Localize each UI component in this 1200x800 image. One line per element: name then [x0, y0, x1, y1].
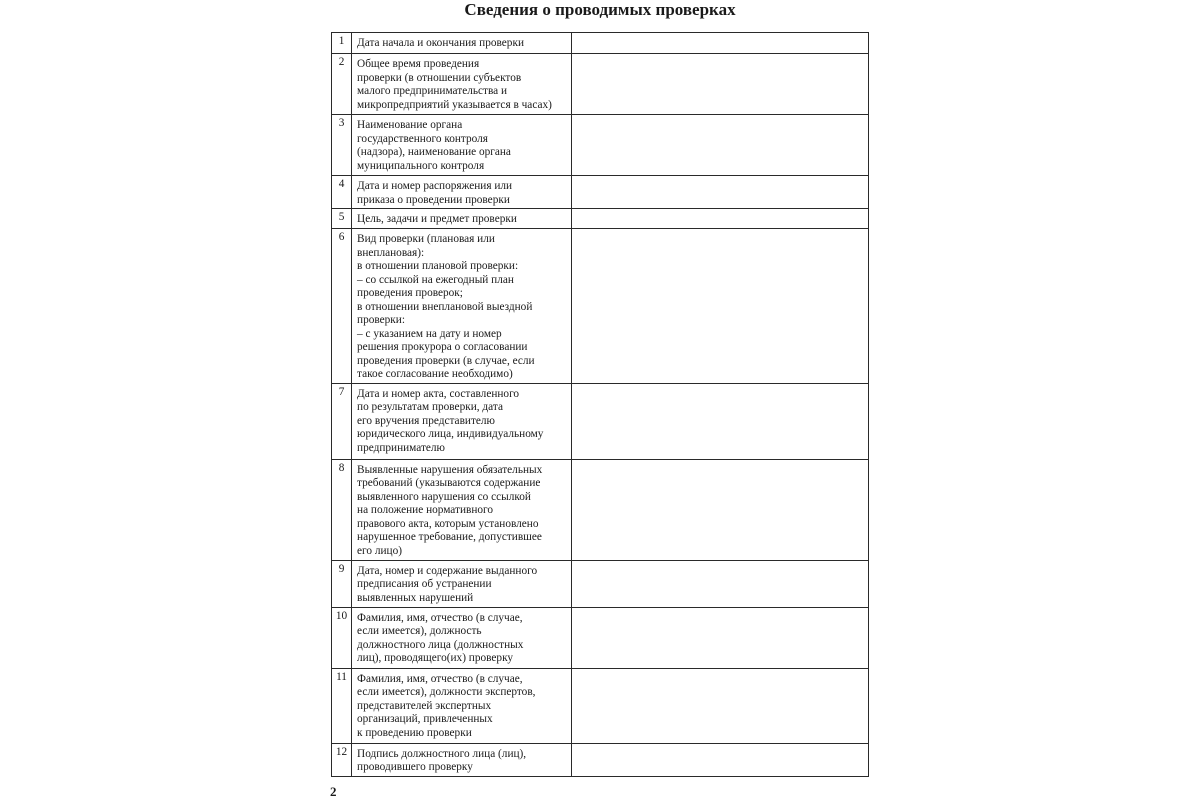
row-number: 12 [332, 743, 352, 776]
row-label: Цель, задачи и предмет проверки [357, 213, 517, 225]
inspection-register-table [331, 32, 869, 777]
table-row [332, 115, 869, 176]
row-label-cell [352, 209, 572, 229]
row-label: Вид проверки (плановая или внеплановая): в отношении плановой проверки: – со ссылкой на ежегодный план проведения проверок; в отношении внеплановой выездной проверки: – с указанием на дату и номер решения прокурора о согласовании проведения проверки (в случае, если такое согласование необходимо) [357, 233, 535, 380]
page-number: 2 [330, 784, 337, 799]
row-label-cell [352, 229, 572, 384]
row-number: 2 [332, 54, 352, 115]
row-label: Наименование органа государственного контроля (надзора), наименование органа муниципального контроля [357, 119, 511, 172]
value-cell[interactable] [572, 115, 869, 176]
row-number: 11 [332, 668, 352, 743]
table-row [332, 33, 869, 54]
row-label: Фамилия, имя, отчество (в случае, если имеется), должности экспертов, представителей экспертных организаций, привлеченных к проведению проверки [357, 672, 536, 739]
row-number: 3 [332, 115, 352, 176]
page-title: Сведения о проводимых проверках [464, 0, 736, 19]
row-label-cell [352, 176, 572, 209]
row-number: 7 [332, 383, 352, 459]
row-label: Дата начала и окончания проверки [357, 37, 524, 49]
row-label-cell [352, 743, 572, 776]
table-row [332, 209, 869, 229]
row-label-cell [352, 383, 572, 459]
value-cell[interactable] [572, 176, 869, 209]
value-cell[interactable] [572, 33, 869, 54]
value-cell[interactable] [572, 560, 869, 607]
row-label: Общее время проведения проверки (в отношении субъектов малого предпринимательства и микропредприятий указывается в часах) [357, 58, 552, 111]
row-label: Выявленные нарушения обязательных требований (указываются содержание выявленного нарушения со ссылкой на положение нормативного правового акта, которым установлено нарушенное требование, допустившее его лицо) [357, 463, 543, 557]
table-row [332, 459, 869, 560]
row-number: 5 [332, 209, 352, 229]
table-row [332, 607, 869, 668]
value-cell[interactable] [572, 743, 869, 776]
row-label-cell [352, 668, 572, 743]
row-number: 4 [332, 176, 352, 209]
value-cell[interactable] [572, 668, 869, 743]
table-row [332, 176, 869, 209]
row-number: 8 [332, 459, 352, 560]
value-cell[interactable] [572, 383, 869, 459]
table-row [332, 54, 869, 115]
table-row [332, 668, 869, 743]
table-row [332, 383, 869, 459]
row-label-cell [352, 115, 572, 176]
row-number: 6 [332, 229, 352, 384]
table-row [332, 229, 869, 384]
value-cell[interactable] [572, 459, 869, 560]
value-cell[interactable] [572, 209, 869, 229]
row-label-cell [352, 54, 572, 115]
row-label: Дата и номер акта, составленного по результатам проверки, дата его вручения представителю юридического лица, индивидуальному предпринимателю [357, 387, 544, 454]
row-number: 1 [332, 33, 352, 54]
row-label: Подпись должностного лица (лиц), проводившего проверку [357, 747, 527, 773]
row-label-cell [352, 33, 572, 54]
value-cell[interactable] [572, 229, 869, 384]
row-label-cell [352, 560, 572, 607]
row-number: 9 [332, 560, 352, 607]
table-row [332, 560, 869, 607]
row-label: Фамилия, имя, отчество (в случае, если имеется), должность должностного лица (должностных лиц), проводящего(их) проверку [357, 611, 524, 664]
row-label-cell [352, 459, 572, 560]
value-cell[interactable] [572, 54, 869, 115]
row-label-cell [352, 607, 572, 668]
table-row [332, 743, 869, 776]
row-number: 10 [332, 607, 352, 668]
row-label: Дата, номер и содержание выданного предписания об устранении выявленных нарушений [357, 564, 538, 604]
value-cell[interactable] [572, 607, 869, 668]
row-label: Дата и номер распоряжения или приказа о проведении проверки [357, 180, 513, 206]
